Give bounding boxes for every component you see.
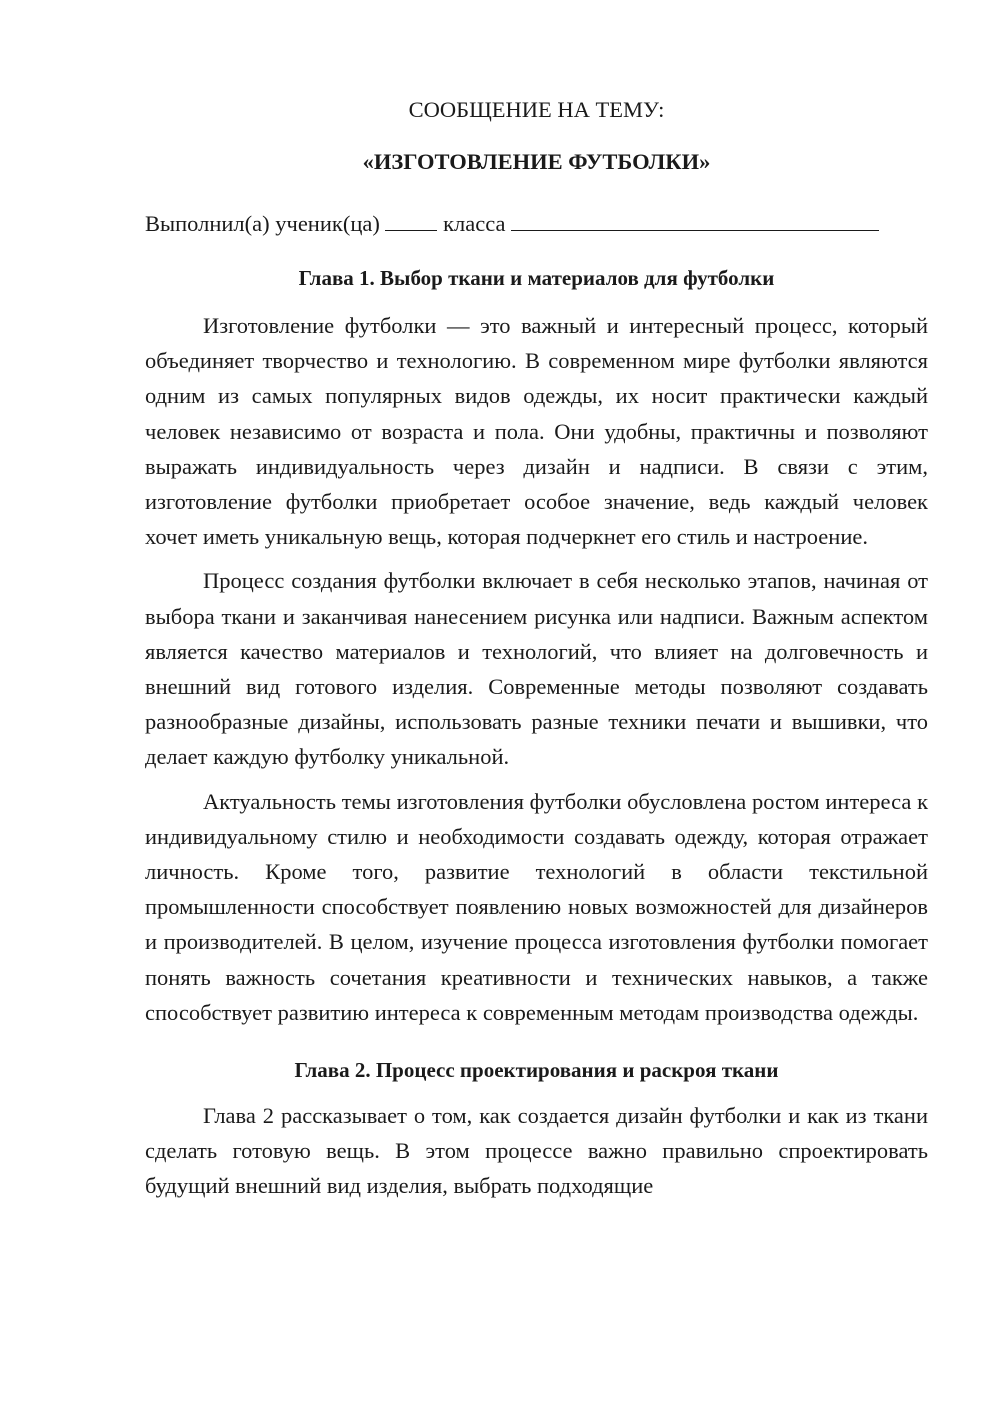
class-number-blank: [385, 208, 437, 231]
author-middle-label: класса: [443, 211, 506, 236]
author-prefix: Выполнил(а) ученик(ца): [145, 211, 380, 236]
document-title-line-2: «ИЗГОТОВЛЕНИЕ ФУТБОЛКИ»: [362, 149, 711, 174]
chapter-1-paragraph-2: Процесс создания футболки включает в себя несколько этапов, начиная от выбора ткани и заканчивая нанесением рисунка или надписи. Важным аспектом является качество материалов и технологий, что влияет на долговечность и внешний вид готового изделия. Современные методы позволяют создавать разнообразные дизайны, использовать разные техники печати и вышивки, что делает каждую футболку уникальной.: [145, 568, 928, 770]
chapter-1-heading: Глава 1. Выбор ткани и материалов для футболки: [298, 266, 775, 290]
document-page: [145, 92, 928, 1204]
document-title-line-1: СООБЩЕНИЕ НА ТЕМУ:: [408, 97, 665, 122]
chapter-2-paragraph-1: Глава 2 рассказывает о том, как создается дизайн футболки и как из ткани сделать готовую вещь. В этом процессе важно правильно спроектировать будущий внешний вид изделия, выбрать подходящие: [145, 1103, 928, 1199]
chapter-1-paragraph-1: Изготовление футболки — это важный и интересный процесс, который объединяет творчество и технологию. В современном мире футболки являются одним из самых популярных видов одежды, их носит практически каждый человек независимо от возраста и пола. Они удобны, практичны и позволяют выражать индивидуальность через дизайн и надписи. В связи с этим, изготовление футболки приобретает особое значение, ведь каждый человек хочет иметь уникальную вещь, которая подчеркнет его стиль и настроение.: [145, 313, 928, 550]
author-line: [145, 206, 928, 242]
chapter-1-paragraph-3: Актуальность темы изготовления футболки обусловлена ростом интереса к индивидуальному стилю и необходимости создавать одежду, которая отражает личность. Кроме того, развитие технологий в области текстильной промышленности способствует появлению новых возможностей для дизайнеров и производителей. В целом, изучение процесса изготовления футболки помогает понять важность сочетания креативности и технических навыков, а также способствует развитию интереса к современным методам производства одежды.: [145, 788, 928, 1025]
chapter-2-heading: Глава 2. Процесс проектирования и раскроя ткани: [294, 1058, 779, 1083]
class-name-blank: [511, 208, 879, 231]
